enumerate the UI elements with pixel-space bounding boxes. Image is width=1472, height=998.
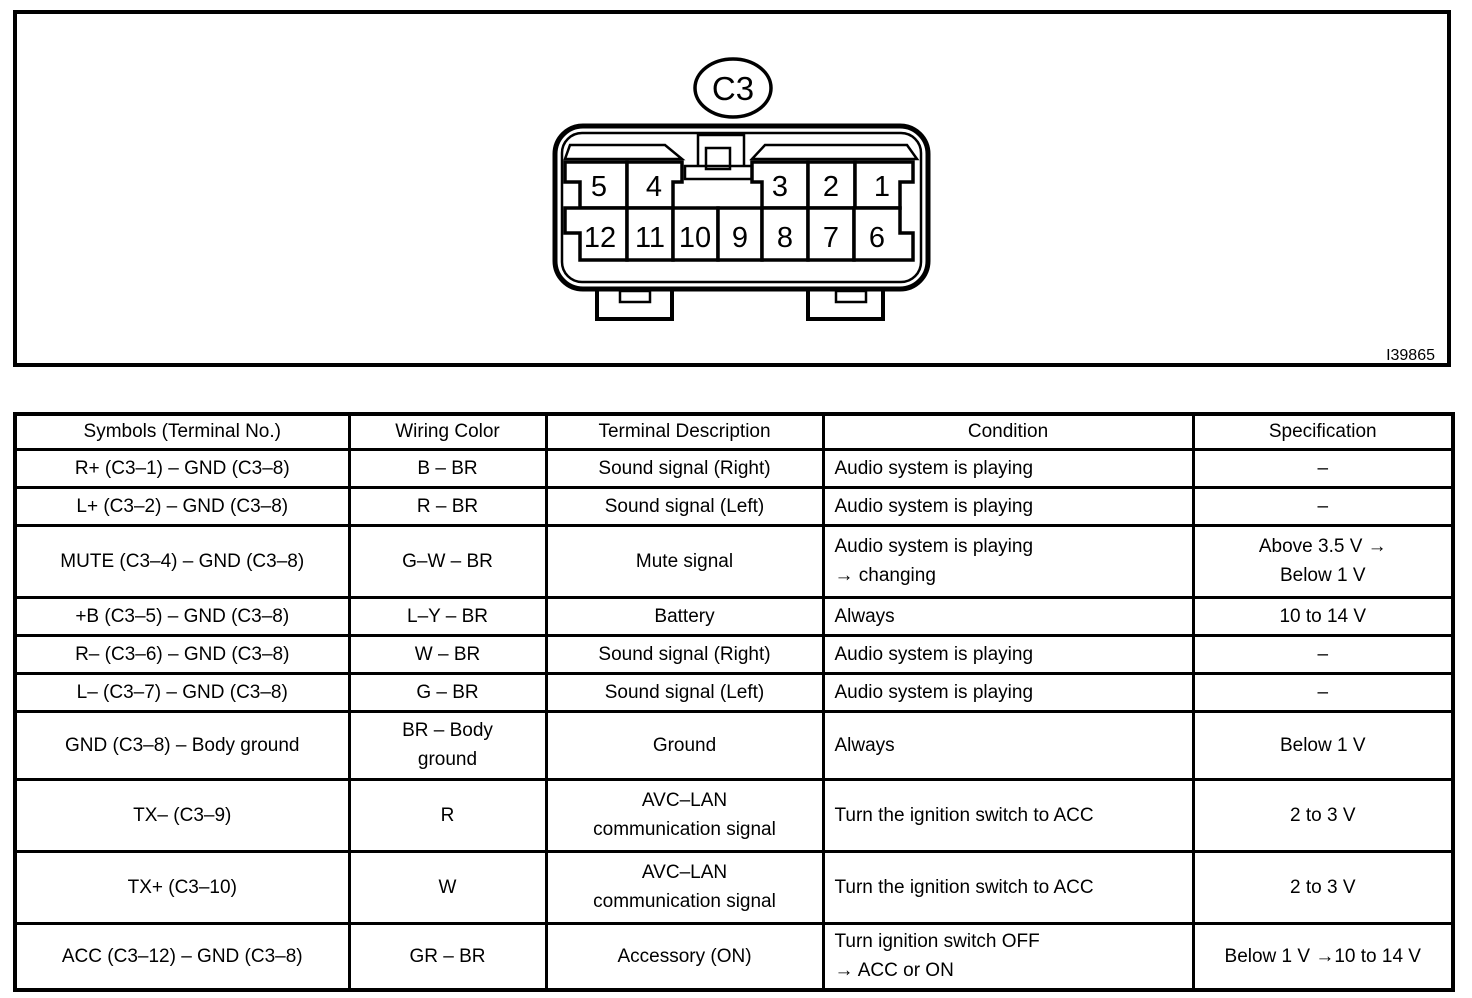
cell-description: AVC–LAN communication signal — [546, 779, 823, 851]
cell-description: AVC–LAN communication signal — [546, 851, 823, 923]
cell-description: Sound signal (Left) — [546, 673, 823, 711]
cell-color: W — [349, 851, 546, 923]
cell-description: Sound signal (Left) — [546, 487, 823, 525]
cell-color: GR – BR — [349, 923, 546, 990]
cell-condition: Turn ignition switch OFF → ACC or ON — [823, 923, 1193, 990]
cell-specification: 2 to 3 V — [1193, 779, 1453, 851]
cell-symbols: R– (C3–6) – GND (C3–8) — [15, 635, 349, 673]
table-row — [15, 525, 1453, 597]
cell-description: Sound signal (Right) — [546, 449, 823, 487]
cell-specification: – — [1193, 635, 1453, 673]
pin-number-2: 2 — [822, 171, 840, 203]
pin-number-11: 11 — [634, 222, 666, 254]
cell-specification: – — [1193, 673, 1453, 711]
table-row — [15, 673, 1453, 711]
pin-number-12: 12 — [583, 222, 617, 254]
cell-condition: Audio system is playing — [823, 635, 1193, 673]
cell-symbols: L+ (C3–2) – GND (C3–8) — [15, 487, 349, 525]
pin-number-6: 6 — [868, 222, 886, 254]
table-row — [15, 851, 1453, 923]
cell-color: L–Y – BR — [349, 597, 546, 635]
pin-number-3: 3 — [771, 171, 789, 203]
cell-color: BR – Body ground — [349, 711, 546, 779]
cell-symbols: MUTE (C3–4) – GND (C3–8) — [15, 525, 349, 597]
terminal-spec-table — [13, 412, 1455, 992]
cell-color: R — [349, 779, 546, 851]
connector-label: C3 — [711, 70, 755, 107]
cell-color: G – BR — [349, 673, 546, 711]
cell-condition: Always — [823, 711, 1193, 779]
table-row — [15, 779, 1453, 851]
cell-condition: Audio system is playing — [823, 673, 1193, 711]
header-specification: Specification — [1193, 414, 1453, 449]
cell-condition: Audio system is playing — [823, 449, 1193, 487]
cell-condition: Always — [823, 597, 1193, 635]
cell-condition: Audio system is playing → changing — [823, 525, 1193, 597]
table-row — [15, 635, 1453, 673]
cell-specification: Below 1 V — [1193, 711, 1453, 779]
header-wiring-color: Wiring Color — [349, 414, 546, 449]
cell-color: G–W – BR — [349, 525, 546, 597]
cell-description: Sound signal (Right) — [546, 635, 823, 673]
cell-description: Ground — [546, 711, 823, 779]
pin-number-9: 9 — [731, 222, 749, 254]
cell-condition: Turn the ignition switch to ACC — [823, 779, 1193, 851]
cell-symbols: L– (C3–7) – GND (C3–8) — [15, 673, 349, 711]
pin-number-5: 5 — [590, 171, 608, 203]
cell-specification: Below 1 V →10 to 14 V — [1193, 923, 1453, 990]
cell-color: B – BR — [349, 449, 546, 487]
table-row — [15, 449, 1453, 487]
table-row — [15, 487, 1453, 525]
cell-symbols: ACC (C3–12) – GND (C3–8) — [15, 923, 349, 990]
cell-description: Accessory (ON) — [546, 923, 823, 990]
cell-description: Mute signal — [546, 525, 823, 597]
cell-condition: Audio system is playing — [823, 487, 1193, 525]
connector-figure-panel — [13, 10, 1451, 367]
cell-condition: Turn the ignition switch to ACC — [823, 851, 1193, 923]
header-description: Terminal Description — [546, 414, 823, 449]
header-condition: Condition — [823, 414, 1193, 449]
table-header-row — [15, 414, 1453, 449]
cell-specification: 10 to 14 V — [1193, 597, 1453, 635]
cell-specification: 2 to 3 V — [1193, 851, 1453, 923]
cell-symbols: +B (C3–5) – GND (C3–8) — [15, 597, 349, 635]
table-row — [15, 711, 1453, 779]
cell-color: W – BR — [349, 635, 546, 673]
cell-symbols: TX+ (C3–10) — [15, 851, 349, 923]
table-row — [15, 923, 1453, 990]
pin-number-8: 8 — [776, 222, 794, 254]
pin-number-1: 1 — [873, 171, 891, 203]
cell-symbols: GND (C3–8) – Body ground — [15, 711, 349, 779]
pin-number-4: 4 — [645, 171, 663, 203]
pin-number-7: 7 — [822, 222, 840, 254]
cell-symbols: R+ (C3–1) – GND (C3–8) — [15, 449, 349, 487]
cell-specification: – — [1193, 449, 1453, 487]
pin-number-10: 10 — [678, 222, 712, 254]
table-row — [15, 597, 1453, 635]
cell-description: Battery — [546, 597, 823, 635]
cell-symbols: TX– (C3–9) — [15, 779, 349, 851]
connector-diagram — [17, 14, 1447, 363]
cell-specification: Above 3.5 V → Below 1 V — [1193, 525, 1453, 597]
header-symbols: Symbols (Terminal No.) — [15, 414, 349, 449]
cell-specification: – — [1193, 487, 1453, 525]
cell-color: R – BR — [349, 487, 546, 525]
figure-code: I39865 — [1386, 347, 1435, 363]
